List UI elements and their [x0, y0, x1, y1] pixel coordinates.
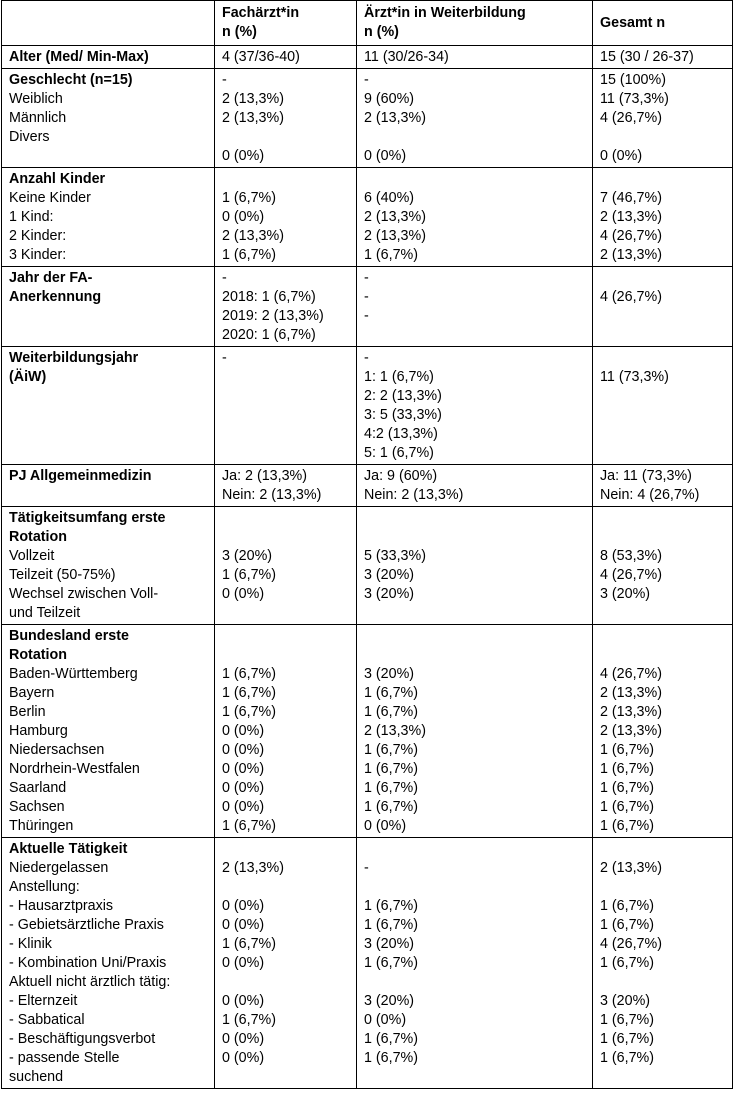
cell-value: 4 (26,7%)	[600, 289, 662, 305]
row-sublabel: Hamburg	[9, 723, 68, 739]
cell-value	[222, 973, 349, 992]
cell-value: 0 (0%)	[222, 742, 265, 758]
cell-value: 1 (6,7%)	[364, 742, 419, 758]
row-title: Geschlecht (n=15)	[9, 72, 133, 88]
cell-value: -	[222, 270, 227, 286]
cell-value: 1 (6,7%)	[222, 936, 277, 952]
cell-value: 0 (0%)	[364, 818, 407, 834]
row-sublabel: - Sabbatical	[9, 1012, 85, 1028]
cell-value: 0 (0%)	[222, 209, 265, 225]
row-sublabel: 2 Kinder:	[9, 228, 67, 244]
cell-value	[222, 627, 349, 646]
cell-value: 2 (13,3%)	[600, 685, 662, 701]
row-sublabel: Anstellung:	[9, 879, 80, 895]
row-sublabel: Niedersachsen	[9, 742, 105, 758]
cell-value: 0 (0%)	[222, 917, 265, 933]
table-header-row	[2, 1, 733, 46]
value-cell-c1	[215, 507, 357, 625]
cell-value: 0 (0%)	[222, 1031, 265, 1047]
value-cell-c3	[593, 507, 733, 625]
cell-value: 2 (13,3%)	[364, 228, 426, 244]
value-cell-c2	[357, 69, 593, 168]
cell-value: 1 (6,7%)	[600, 761, 655, 777]
cell-value: 1 (6,7%)	[222, 666, 277, 682]
cell-value	[600, 528, 725, 547]
row-sublabel: und Teilzeit	[9, 605, 81, 621]
cell-value	[600, 128, 725, 147]
cell-value: 0 (0%)	[222, 955, 265, 971]
cell-value: 1 (6,7%)	[364, 799, 419, 815]
row-sublabel: Thüringen	[9, 818, 74, 834]
cell-value: -	[222, 350, 227, 366]
table-body	[2, 46, 733, 1089]
row-sublabel: Vollzeit	[9, 548, 55, 564]
value-cell-c3	[593, 625, 733, 838]
cell-value: 0 (0%)	[222, 799, 265, 815]
cell-value: 0 (0%)	[222, 761, 265, 777]
row-sublabel: Bayern	[9, 685, 55, 701]
cell-value	[222, 509, 349, 528]
value-cell-c3	[593, 838, 733, 1089]
cell-value	[364, 646, 585, 665]
cell-value: 3 (20%)	[364, 586, 415, 602]
cell-value: 0 (0%)	[222, 723, 265, 739]
cell-value: 8 (53,3%)	[600, 548, 662, 564]
value-cell-c2	[357, 625, 593, 838]
value-cell-c1	[215, 838, 357, 1089]
cell-value: 7 (46,7%)	[600, 190, 662, 206]
row-label-cell	[2, 267, 215, 347]
cell-value: 1 (6,7%)	[364, 1031, 419, 1047]
cell-value: 2 (13,3%)	[600, 860, 662, 876]
row-sublabel: - passende Stelle	[9, 1050, 120, 1066]
value-cell-c1	[215, 347, 357, 465]
row-label-cell	[2, 465, 215, 507]
cell-value	[364, 170, 585, 189]
cell-value: 5 (33,3%)	[364, 548, 426, 564]
row-label-cell	[2, 69, 215, 168]
cell-value: 1 (6,7%)	[222, 247, 277, 263]
cell-value: 3 (20%)	[600, 993, 651, 1009]
table-row	[2, 625, 733, 838]
row-title: (ÄiW)	[9, 369, 47, 385]
cell-value: 1 (6,7%)	[222, 685, 277, 701]
value-cell-c2	[357, 465, 593, 507]
row-label-cell	[2, 507, 215, 625]
row-sublabel: - Beschäftigungsverbot	[9, 1031, 156, 1047]
row-title: Rotation	[9, 529, 67, 545]
row-title: Aktuelle Tätigkeit	[9, 841, 128, 857]
cell-value: 0 (0%)	[222, 148, 265, 164]
cell-value: 2 (13,3%)	[364, 110, 426, 126]
header-text: Ärzt*in in Weiterbildung	[364, 5, 526, 21]
value-cell-c3	[593, 168, 733, 267]
cell-value: 1 (6,7%)	[364, 1050, 419, 1066]
row-sublabel: - Elternzeit	[9, 993, 78, 1009]
cell-value: 1 (6,7%)	[600, 1012, 655, 1028]
row-sublabel: - Hausarztpraxis	[9, 898, 114, 914]
cell-value	[600, 509, 725, 528]
cell-value: 2020: 1 (6,7%)	[222, 327, 316, 343]
row-sublabel: Berlin	[9, 704, 46, 720]
row-sublabel: - Kombination Uni/Praxis	[9, 955, 167, 971]
table-row	[2, 46, 733, 69]
row-sublabel: Saarland	[9, 780, 67, 796]
row-title: Alter (Med/ Min-Max)	[9, 49, 149, 65]
row-sublabel: - Klinik	[9, 936, 52, 952]
cell-value: 1 (6,7%)	[222, 1012, 277, 1028]
value-cell-c2	[357, 267, 593, 347]
row-sublabel: Divers	[9, 129, 50, 145]
cell-value: 3 (20%)	[222, 548, 273, 564]
cell-value: 1 (6,7%)	[222, 818, 277, 834]
cell-value: 15 (100%)	[600, 72, 666, 88]
cell-value: 2 (13,3%)	[222, 860, 284, 876]
row-sublabel: 3 Kinder:	[9, 247, 67, 263]
header-text: Gesamt n	[600, 15, 666, 31]
row-title: Anerkennung	[9, 289, 102, 305]
cell-value: 2 (13,3%)	[600, 209, 662, 225]
cell-value: 2 (13,3%)	[364, 209, 426, 225]
cell-value: -	[364, 289, 369, 305]
cell-value: 1 (6,7%)	[222, 190, 277, 206]
cell-value: 1 (6,7%)	[364, 704, 419, 720]
value-cell-c3	[593, 46, 733, 69]
row-title: Tätigkeitsumfang erste	[9, 510, 166, 526]
cell-value: 2018: 1 (6,7%)	[222, 289, 316, 305]
row-sublabel: suchend	[9, 1069, 64, 1085]
row-sublabel: Wechsel zwischen Voll-	[9, 586, 159, 602]
cell-value: 1 (6,7%)	[364, 247, 419, 263]
cell-value: 0 (0%)	[600, 148, 643, 164]
cell-value: 2 (13,3%)	[600, 723, 662, 739]
cell-value: 9 (60%)	[364, 91, 415, 107]
cell-value: 0 (0%)	[222, 898, 265, 914]
header-text	[9, 4, 207, 23]
row-sublabel: - Gebietsärztliche Praxis	[9, 917, 164, 933]
header-text: n (%)	[222, 24, 257, 40]
row-sublabel: Weiblich	[9, 91, 63, 107]
cell-value	[600, 349, 725, 368]
table-row	[2, 168, 733, 267]
value-cell-c3	[593, 69, 733, 168]
row-label-cell	[2, 625, 215, 838]
cell-value	[600, 170, 725, 189]
cell-value: 2019: 2 (13,3%)	[222, 308, 324, 324]
cell-value: 2 (13,3%)	[600, 704, 662, 720]
row-label-cell	[2, 347, 215, 465]
cell-value: 1 (6,7%)	[364, 761, 419, 777]
cell-value: 1 (6,7%)	[222, 567, 277, 583]
cell-value	[600, 973, 725, 992]
value-cell-c3	[593, 267, 733, 347]
cell-value: 0 (0%)	[364, 148, 407, 164]
value-cell-c1	[215, 46, 357, 69]
cell-value: 1 (6,7%)	[600, 742, 655, 758]
row-sublabel: Niedergelassen	[9, 860, 109, 876]
header-fachaerzt	[215, 1, 357, 46]
value-cell-c3	[593, 465, 733, 507]
cell-value: 11 (73,3%)	[600, 369, 669, 385]
cell-value: 1 (6,7%)	[600, 955, 655, 971]
row-sublabel: Sachsen	[9, 799, 65, 815]
cell-value: 1 (6,7%)	[600, 818, 655, 834]
cell-value: 0 (0%)	[222, 780, 265, 796]
row-sublabel: Männlich	[9, 110, 67, 126]
cell-value	[600, 627, 725, 646]
cell-value: 1 (6,7%)	[364, 898, 419, 914]
cell-value: 3: 5 (33,3%)	[364, 407, 442, 423]
cell-value: 3 (20%)	[364, 936, 415, 952]
cell-value: Nein: 4 (26,7%)	[600, 487, 700, 503]
value-cell-c3	[593, 347, 733, 465]
row-title: Bundesland erste	[9, 628, 129, 644]
cell-value: 0 (0%)	[222, 993, 265, 1009]
value-cell-c1	[215, 625, 357, 838]
row-sublabel: Baden-Württemberg	[9, 666, 138, 682]
cell-value: 1 (6,7%)	[364, 685, 419, 701]
cell-value	[600, 269, 725, 288]
row-label-cell	[2, 168, 215, 267]
cell-value: 2 (13,3%)	[222, 91, 284, 107]
cell-value: 15 (30 / 26-37)	[600, 49, 694, 65]
cell-value: 1 (6,7%)	[600, 898, 655, 914]
cell-value	[600, 840, 725, 859]
cell-value: 11 (73,3%)	[600, 91, 669, 107]
header-empty-cell	[2, 1, 215, 46]
table-row	[2, 347, 733, 465]
cell-value: -	[222, 72, 227, 88]
cell-value: 1 (6,7%)	[600, 1031, 655, 1047]
demographics-table	[1, 0, 733, 1089]
cell-value: Ja: 2 (13,3%)	[222, 468, 308, 484]
cell-value: 3 (20%)	[364, 567, 415, 583]
cell-value: 4 (26,7%)	[600, 936, 662, 952]
cell-value: 1 (6,7%)	[364, 917, 419, 933]
row-title: PJ Allgemeinmedizin	[9, 468, 152, 484]
header-weiterbildung	[357, 1, 593, 46]
cell-value: 2 (13,3%)	[600, 247, 662, 263]
cell-value: 4:2 (13,3%)	[364, 426, 438, 442]
value-cell-c2	[357, 168, 593, 267]
cell-value: 1 (6,7%)	[600, 1050, 655, 1066]
cell-value: 1 (6,7%)	[600, 917, 655, 933]
value-cell-c1	[215, 69, 357, 168]
value-cell-c1	[215, 168, 357, 267]
table-row	[2, 69, 733, 168]
cell-value: -	[364, 350, 369, 366]
row-title: Rotation	[9, 647, 67, 663]
row-title: Weiterbildungsjahr	[9, 350, 139, 366]
cell-value: Ja: 11 (73,3%)	[600, 468, 692, 484]
cell-value	[222, 170, 349, 189]
cell-value	[600, 878, 725, 897]
row-label-cell	[2, 838, 215, 1089]
cell-value	[222, 840, 349, 859]
cell-value: 6 (40%)	[364, 190, 415, 206]
row-label-cell	[2, 46, 215, 69]
header-text: n (%)	[364, 24, 399, 40]
cell-value: 0 (0%)	[222, 1050, 265, 1066]
cell-value: 1: 1 (6,7%)	[364, 369, 434, 385]
header-text: Fachärzt*in	[222, 5, 300, 21]
cell-value	[600, 646, 725, 665]
value-cell-c2	[357, 507, 593, 625]
cell-value: 0 (0%)	[222, 586, 265, 602]
cell-value: 2 (13,3%)	[222, 110, 284, 126]
cell-value: 0 (0%)	[364, 1012, 407, 1028]
cell-value	[364, 128, 585, 147]
cell-value	[364, 878, 585, 897]
table-row	[2, 465, 733, 507]
value-cell-c1	[215, 267, 357, 347]
cell-value: 4 (26,7%)	[600, 666, 662, 682]
row-sublabel: Keine Kinder	[9, 190, 91, 206]
row-sublabel: Aktuell nicht ärztlich tätig:	[9, 974, 171, 990]
row-title: Jahr der FA-	[9, 270, 93, 286]
cell-value	[222, 646, 349, 665]
row-title: Anzahl Kinder	[9, 171, 106, 187]
cell-value: 4 (37/36-40)	[222, 49, 300, 65]
value-cell-c2	[357, 46, 593, 69]
cell-value: 3 (20%)	[364, 993, 415, 1009]
cell-value: 3 (20%)	[364, 666, 415, 682]
cell-value: -	[364, 72, 369, 88]
table-row	[2, 267, 733, 347]
cell-value: 1 (6,7%)	[222, 704, 277, 720]
cell-value	[222, 528, 349, 547]
cell-value: Ja: 9 (60%)	[364, 468, 438, 484]
row-sublabel: Nordrhein-Westfalen	[9, 761, 140, 777]
cell-value	[222, 128, 349, 147]
cell-value: Nein: 2 (13,3%)	[364, 487, 464, 503]
value-cell-c2	[357, 347, 593, 465]
cell-value: 4 (26,7%)	[600, 567, 662, 583]
cell-value: 2 (13,3%)	[222, 228, 284, 244]
cell-value: 1 (6,7%)	[364, 955, 419, 971]
value-cell-c2	[357, 838, 593, 1089]
table-row	[2, 838, 733, 1089]
cell-value	[364, 509, 585, 528]
value-cell-c1	[215, 465, 357, 507]
cell-value: 3 (20%)	[600, 586, 651, 602]
cell-value: 1 (6,7%)	[600, 799, 655, 815]
cell-value: -	[364, 860, 369, 876]
cell-value	[364, 627, 585, 646]
cell-value	[364, 973, 585, 992]
cell-value: Nein: 2 (13,3%)	[222, 487, 322, 503]
cell-value: 11 (30/26-34)	[364, 49, 449, 65]
row-sublabel: 1 Kind:	[9, 209, 54, 225]
cell-value: 2: 2 (13,3%)	[364, 388, 442, 404]
cell-value: 5: 1 (6,7%)	[364, 445, 434, 461]
cell-value	[364, 840, 585, 859]
cell-value	[222, 878, 349, 897]
cell-value: 2 (13,3%)	[364, 723, 426, 739]
cell-value: 1 (6,7%)	[364, 780, 419, 796]
cell-value: 4 (26,7%)	[600, 110, 662, 126]
row-sublabel: Teilzeit (50-75%)	[9, 567, 116, 583]
cell-value: 1 (6,7%)	[600, 780, 655, 796]
cell-value: -	[364, 270, 369, 286]
header-gesamt	[593, 1, 733, 46]
cell-value	[364, 528, 585, 547]
cell-value: 4 (26,7%)	[600, 228, 662, 244]
cell-value: -	[364, 308, 369, 324]
table-row	[2, 507, 733, 625]
